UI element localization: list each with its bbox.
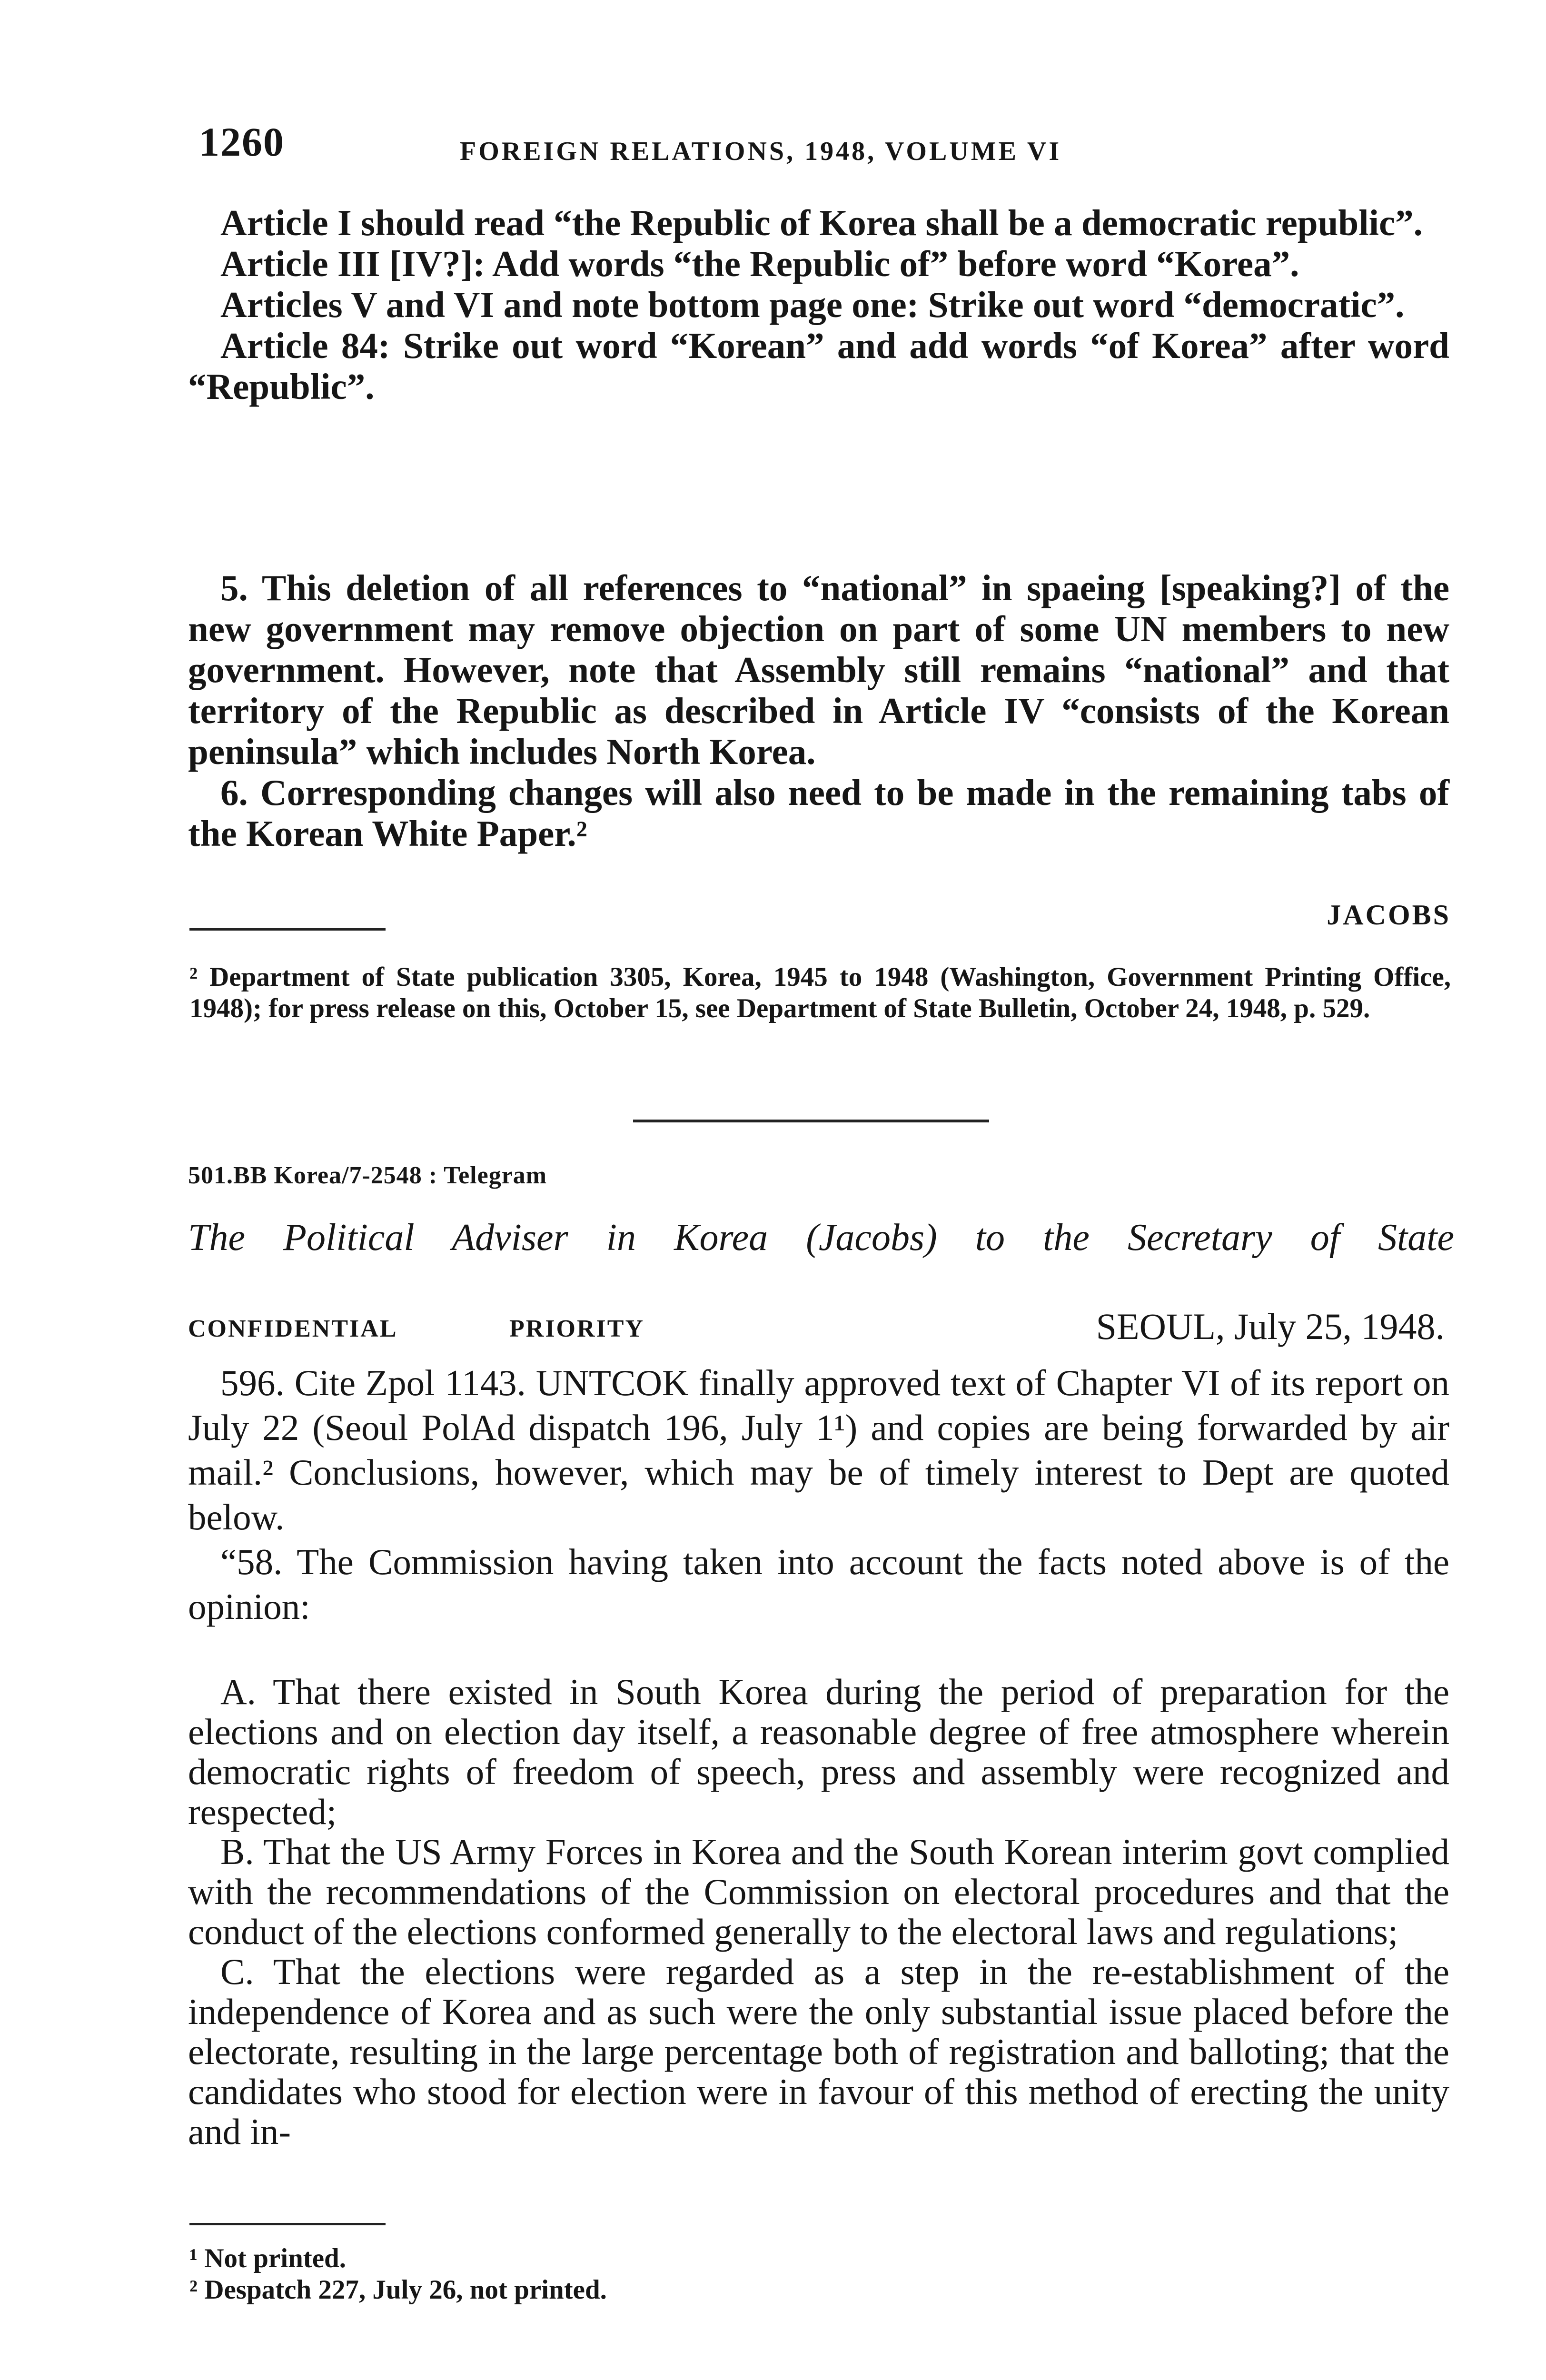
amendment-item: Article III [IV?]: Add words “the Republic of” before word “Korea”. [220, 243, 1299, 284]
paragraph-5-block [188, 567, 1449, 854]
paragraph-596: 596. Cite Zpol 1143. UNTCOK finally approved text of Chapter VI of its report on July 22 (Seoul PolAd dispatch 196, July 1¹) and copies are being forwarded by air mail.² Conclusions, however, which may be of timely interest to Dept are quoted below. [188, 1362, 1449, 1537]
footnotes-bottom [189, 2243, 1451, 2306]
telegram-body [188, 1360, 1449, 1629]
running-head [199, 118, 1446, 170]
running-title: FOREIGN RELATIONS, 1948, VOLUME VI [460, 137, 1062, 166]
file-reference: 501.BB Korea/7-2548 : Telegram [188, 1162, 547, 1189]
paragraph-58: “58. The Commission having taken into account the facts noted above is of the opinion: [188, 1541, 1449, 1627]
footnote-item: ¹ Not printed. [189, 2243, 347, 2273]
paragraph-5: 5. This deletion of all references to “national” in spaeing [speaking?] of the new government may remove objection on part of some UN members to new government. However, note that Assembly still remains “national” and that territory of the Republic as described in Article IV “consists of the Korean peninsula” which includes North Korea. [188, 567, 1449, 772]
footnote-rule [189, 928, 386, 931]
footnote-rule [189, 2223, 386, 2225]
conclusion-item: C. That the elections were regarded as a step in the re-establishment of the independence of Korea and as such were the only substantial issue placed before the electorate, resulting in the large percentage both of registration and balloting; that the candidates who stood for election were in favour of this method of erecting the unity and in- [188, 1951, 1449, 2152]
classification: CONFIDENTIAL [188, 1315, 398, 1342]
conclusion-item: B. That the US Army Forces in Korea and the South Korean interim govt complied with the recommendations of the Commission on electoral procedures and that the conduct of the elections conformed generally to the electoral laws and regulations; [188, 1831, 1449, 1952]
dateline: SEOUL, July 25, 1948. [1096, 1306, 1445, 1347]
classification-line [188, 1305, 1445, 1348]
amendment-item: Article I should read “the Republic of Korea shall be a democratic republic”. [220, 202, 1423, 243]
signature: JACOBS [1327, 899, 1451, 931]
amendment-item: Articles V and VI and note bottom page one: Strike out word “democratic”. [220, 284, 1405, 325]
conclusion-item: A. That there existed in South Korea during the period of preparation for the elections and on election day itself, a reasonable degree of free atmosphere wherein democratic rights of freedom of speech, press and assembly were recognized and respected; [188, 1671, 1449, 1832]
conclusions-list [188, 1672, 1449, 2152]
amendment-item: Article 84: Strike out word “Korean” and add words “of Korea” after word “Republic”. [188, 325, 1449, 407]
footnote-publication: ² Department of State publication 3305, Korea, 1945 to 1948 (Washington, Government Printing Office, 1948); for press release on this, October 15, see Department of State Bulletin, October 24, 1948, p. 529. [189, 962, 1451, 1023]
section-divider [633, 1120, 989, 1122]
priority: PRIORITY [509, 1315, 645, 1342]
page-number: 1260 [199, 119, 285, 165]
footnote-item: ² Despatch 227, July 26, not printed. [189, 2275, 607, 2305]
amendments-list [188, 202, 1449, 407]
paragraph-6: 6. Corresponding changes will also need to be made in the remaining tabs of the Korean White Paper.² [188, 772, 1449, 854]
document-title: The Political Adviser in Korea (Jacobs) to the Secretary of State [188, 1217, 1454, 1259]
